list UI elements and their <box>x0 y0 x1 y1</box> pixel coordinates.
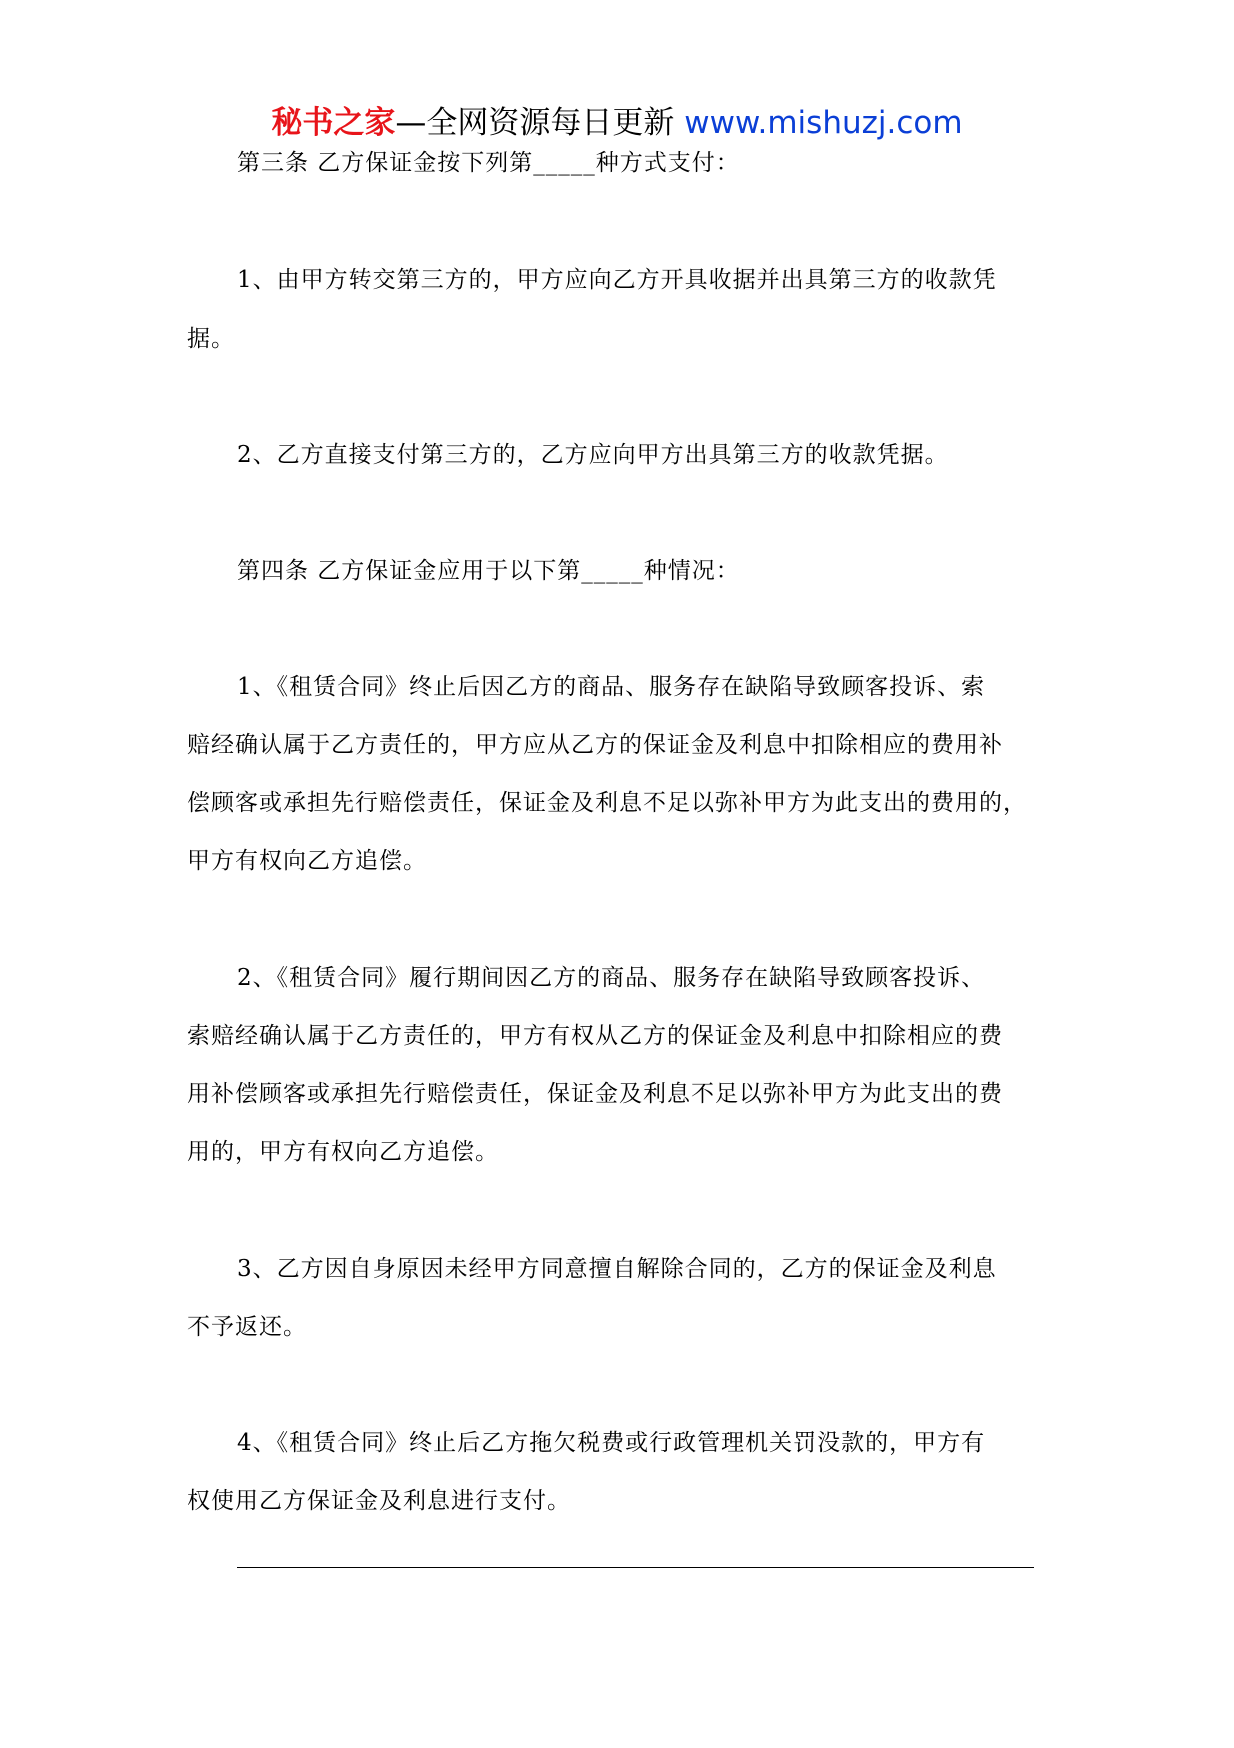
article-4-item-3-line-2: 不予返还。 <box>187 1314 307 1340</box>
article-4-item-1-line-2: 赔经确认属于乙方责任的，甲方应从乙方的保证金及利息中扣除相应的费用补 <box>187 732 1003 758</box>
article-3-item-1-line-1: 1、由甲方转交第三方的，甲方应向乙方开具收据并出具第三方的收款凭 <box>237 267 997 293</box>
article-4-item-1-line-3: 偿顾客或承担先行赔偿责任，保证金及利息不足以弥补甲方为此支出的费用的， <box>187 790 1027 816</box>
brand-name: 秘书之家 <box>271 105 396 141</box>
article-4-item-2-line-1: 2、《租赁合同》履行期间因乙方的商品、服务存在缺陷导致顾客投诉、 <box>237 965 986 991</box>
article-4-item-1-line-1: 1、《租赁合同》终止后因乙方的商品、服务存在缺陷导致顾客投诉、索 <box>237 674 986 700</box>
footer-divider <box>237 1567 1034 1568</box>
article-4-item-4-line-1: 4、《租赁合同》终止后乙方拖欠税费或行政管理机关罚没款的，甲方有 <box>237 1430 986 1456</box>
article-3-item-2-line-1: 2、乙方直接支付第三方的，乙方应向甲方出具第三方的收款凭据。 <box>237 442 949 468</box>
article-4-item-1-line-4: 甲方有权向乙方追偿。 <box>187 848 427 874</box>
article-3-item-1-line-2: 据。 <box>187 326 235 352</box>
header-slogan: —全网资源每日更新 <box>395 105 675 141</box>
site-url-link[interactable]: www.mishuzj.com <box>684 105 963 141</box>
article-4-item-2-line-2: 索赔经确认属于乙方责任的，甲方有权从乙方的保证金及利息中扣除相应的费 <box>187 1023 1003 1049</box>
article-4-item-4-line-2: 权使用乙方保证金及利息进行支付。 <box>187 1488 571 1514</box>
article-4-heading: 第四条 乙方保证金应用于以下第_____种情况： <box>237 558 740 584</box>
article-4-item-3-line-1: 3、乙方因自身原因未经甲方同意擅自解除合同的，乙方的保证金及利息 <box>237 1256 997 1282</box>
article-4-item-2-line-4: 用的，甲方有权向乙方追偿。 <box>187 1139 499 1165</box>
article-3-heading: 第三条 乙方保证金按下列第_____种方式支付： <box>237 150 740 176</box>
article-4-item-2-line-3: 用补偿顾客或承担先行赔偿责任，保证金及利息不足以弥补甲方为此支出的费 <box>187 1081 1003 1107</box>
